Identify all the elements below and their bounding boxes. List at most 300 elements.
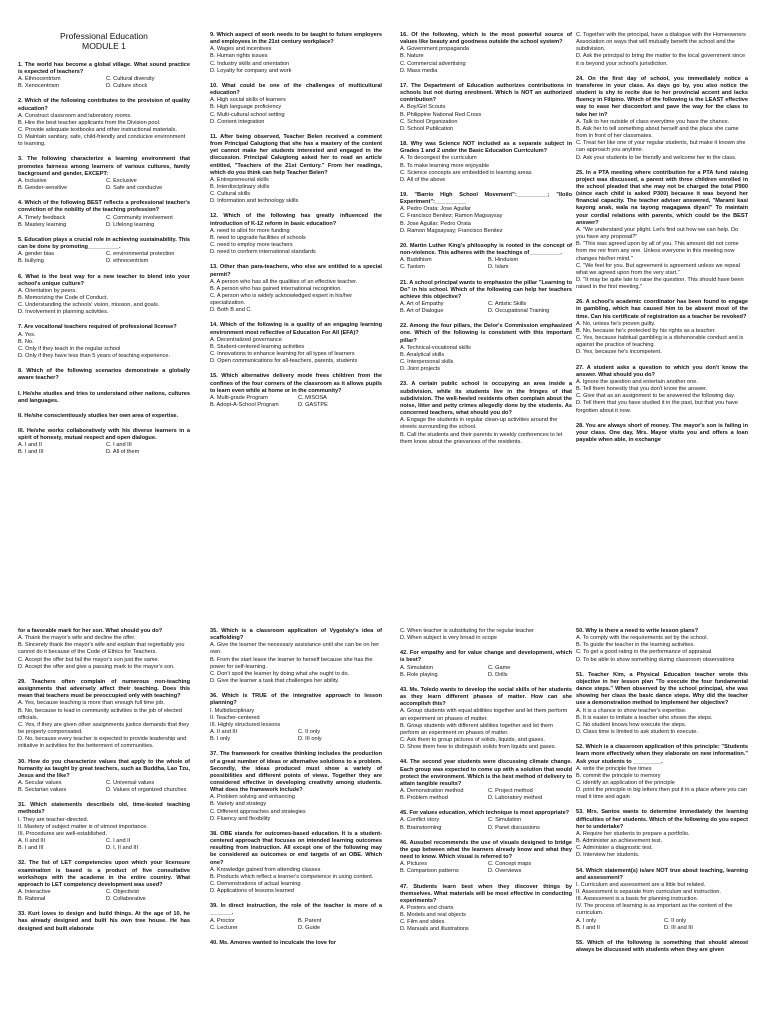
answer-option: B. Comparison patterns <box>400 868 459 875</box>
answer-option: C. Artistic Skills <box>488 301 527 307</box>
answer-option: C. identify an application of the principle <box>576 779 675 786</box>
question-block <box>210 322 382 365</box>
question-text: 21. A school principal wants to emphasize the pillar "Learning to Do" in his school. Which of the following can help her teachers achieve this objective? <box>400 279 572 300</box>
question-block <box>400 32 572 75</box>
answer-option: III. Procedures are well-established. <box>18 830 107 837</box>
answer-option: D. III only <box>298 736 322 743</box>
answer-option: C. Administer a diagnostic test. <box>576 845 653 852</box>
question-text: 18. Why was Science NOT included as a separate subject in Grades 1 and 2 under the Basic Education Curriculum? <box>400 141 572 155</box>
question-text: 17. The Department of Education authorizes contributions in schools but not during enrolment. Which is NOT an authorized contribution? <box>400 82 572 104</box>
answer-option: C. Treat her like one of your regular students, but make it known she can approach you anytime. <box>576 140 746 154</box>
answer-option: A. II and III <box>210 729 238 736</box>
question-block <box>18 98 190 148</box>
answer-option: C. environmental protection <box>106 251 175 258</box>
answer-option: A. Yes. <box>18 331 36 338</box>
answer-option: B. I and II <box>576 924 600 931</box>
questions <box>18 62 190 457</box>
question-block <box>576 628 748 664</box>
answer-option: A. Multi-grade Program <box>210 394 268 401</box>
question-block <box>210 751 382 823</box>
answer-option: B. Gender-sensitive <box>18 185 68 192</box>
answer-option: I. They are teacher-directed. <box>18 816 89 823</box>
answer-option: C. Francisco Benitez; Ramon Magsaysay <box>400 213 503 220</box>
question-block <box>18 274 190 317</box>
answer-option: C. MISOSA <box>298 394 327 401</box>
question-text: 54. Which statement(s) is/are NOT true about teaching, learning and assessment? <box>576 867 748 881</box>
answer-option: A. Problem solving and enhancing <box>210 794 295 801</box>
question-block <box>18 628 190 671</box>
question-block <box>18 759 190 795</box>
answer-option: D. Overviews <box>488 868 522 875</box>
question-block <box>18 679 190 751</box>
question-text: 26. A school's academic coordinator has been found to engage in gambling, which has caused him to be absent most of the time. Can his certificate of registration as a teacher be revoked? <box>576 299 748 320</box>
question-block <box>400 810 572 831</box>
answer-option: C. Accept the offer but fail the mayor's son just the same. <box>18 656 160 663</box>
question-text: 51. Teacher Kim, a Physical Education teacher wrote this objective in her lesson plan "To execute the four fundamental dance steps." When observed by the school principal, she was showing her class the basic dance steps. Why did the teacher use a demonstration method to implement her objective? <box>576 671 748 707</box>
answer-option: A. Art of Empathy <box>400 301 444 307</box>
answer-option: C. Provide adequate textbooks and other instructional materials. <box>18 127 177 133</box>
question-block <box>400 759 572 802</box>
answer-option: B. Memorizing the Code of Conduct. <box>18 294 109 301</box>
question-text: 13. Other than para-teachers, who else are entitled to a special permit? <box>210 264 382 278</box>
question-text: 44. The second year students were discussing climate change. Each group was expected to come up with a solution that would protect the environment. Which is the best method of delivery to attain tangible results? <box>400 759 572 787</box>
answer-grid <box>18 889 190 903</box>
answer-option: A. Government propaganda <box>400 46 470 53</box>
answer-grid <box>18 442 190 456</box>
question-block <box>400 323 572 373</box>
question-block <box>400 192 572 235</box>
answer-option: C. Only if they teach in the regular school <box>18 345 121 352</box>
question-text: 53. Mrs. Santos wants to determine immediately the learning difficulties of her students. Which of the following do you expect her to undertake? <box>576 809 748 830</box>
answer-option: A. "We understand your plight. Let's find out how we can help. Do you have any proposal?" <box>576 226 739 241</box>
answer-grid <box>210 395 382 409</box>
question-text: 8. Which of the following scenarios demonstrate a globally aware teacher? <box>18 368 190 382</box>
answer-option: D. When subject is very broad in scope <box>400 635 498 642</box>
answer-option: A. I only <box>576 917 597 924</box>
answer-option: A. Ethnocentrism <box>18 76 61 83</box>
answer-option: A. Knowledge gained from attending classes <box>210 866 321 873</box>
answer-option: B. Mastery learning <box>18 221 67 228</box>
question-text: 28. You are always short of money. The mayor's son is failing in your class. One day, Mrs. Mayor visits you and offers a loan payable when able, in exchange <box>576 422 748 443</box>
question-block <box>18 911 190 932</box>
answer-option: B. A person who has gained international recognition. <box>210 285 342 292</box>
answer-option: C. II only <box>298 729 321 736</box>
answer-option: A. Ignore the question and entertain another one. <box>576 378 698 385</box>
answer-option: B. Analytical skills <box>400 351 445 358</box>
question-block <box>576 32 748 68</box>
question-text: 5. Education plays a crucial role in achieving sustainability. This can be done by promoting__________. <box>18 236 190 251</box>
answer-option: A. gender bias <box>18 251 55 258</box>
question-block <box>210 213 382 256</box>
answer-grid <box>210 729 382 743</box>
question-block <box>18 368 190 382</box>
question-text: 42. For empathy and for value change and development, which is best? <box>400 650 572 664</box>
title-text: Professional Education <box>60 31 148 41</box>
answer-grid <box>400 817 572 831</box>
answer-option: D. Safe and conducive <box>106 185 163 192</box>
answer-option: II. Teacher-centered <box>210 714 260 721</box>
question-text: 25. In a PTA meeting where contribution for a PTA fund raising project was discussed, a parent with three children enrolled in the school pleaded that she may not be charged the total P900 (since each child is asked P300) because it was beyond her financial capacity. The teacher adviser answered, "Marami kasi kayong anak, wala na tayong magagawa diyan!" To maintain your cordial relations with parents, which could be the BEST answer? <box>576 169 748 226</box>
answer-option: D. Lifelong learning <box>106 221 155 228</box>
answer-option: B. From the start leave the learner to herself because she has the power for self-learning. <box>210 656 373 670</box>
answer-option: C. Game <box>488 664 511 671</box>
answer-option: D. "It may be quite late to raise the question. This should have been raised in the first meeting." <box>576 277 744 291</box>
question-block <box>18 860 190 903</box>
answer-option: B. Problem method <box>400 795 448 802</box>
answer-option: B. Interdisciplinary skills <box>210 183 270 190</box>
answer-option: B. To make learning more enjoyable <box>400 162 490 169</box>
question-block <box>210 693 382 743</box>
answer-grid <box>400 861 572 875</box>
answer-option: D. Show them how to distinguish solids from liquids and gases. <box>400 744 557 751</box>
column-1 <box>18 628 190 941</box>
answer-option: A. High social skills of learners <box>210 97 286 104</box>
answer-grid <box>210 918 382 932</box>
answer-option: A. Require her students to prepare a portfolio. <box>576 830 690 837</box>
question-text: 40. Ms. Amores wanted to inculcate the love for <box>210 939 336 946</box>
question-block <box>400 280 572 316</box>
answer-option: C. Film and slides <box>400 919 445 926</box>
answer-option: A. Interactive <box>18 889 51 895</box>
answer-option: B. Hinduism <box>488 257 519 264</box>
question-block <box>210 903 382 932</box>
answer-option: A. Pictures <box>400 861 428 868</box>
answer-option: D. School Publication <box>400 125 454 132</box>
answer-option: II. Assessment is separate from curriculum and instruction. <box>576 889 721 895</box>
question-text: 23. A certain public school is occupying an area inside a subdivision, while its students live in the fringes of that subdivision. The well-heeled residents often complain about the noise, litter and petty crimes allegedly done by the students. As concerned teachers, what should you do? <box>400 381 572 417</box>
answer-option: B. Hire the best teacher applicants from the Division pool. <box>18 119 161 126</box>
answer-option: C. Objectivist <box>106 889 139 895</box>
answer-option: C. Simulation <box>488 817 522 824</box>
question-block <box>210 831 382 895</box>
answer-option: D. GASTPE <box>298 402 328 409</box>
answer-option: A. Technical-vocational skills <box>400 344 471 351</box>
answer-option: B. Parent <box>298 917 322 924</box>
answer-option: C. Universal values <box>106 779 155 786</box>
question-block <box>210 628 382 685</box>
question-block <box>210 373 382 409</box>
answer-option: A. Orientation by peers. <box>18 287 77 294</box>
answer-option: C. Concept maps <box>488 861 532 868</box>
answer-option: C. Innovations to enhance learning for all types of learners <box>210 351 355 358</box>
answer-option: D. All of the above <box>400 176 446 183</box>
question-text: 9. Which aspect of work needs to be taught to future employers and employees in the 21st century workplace? <box>210 32 382 46</box>
answer-option: A. Inclusive <box>18 177 47 184</box>
answer-option: B. Human rights issues <box>210 53 268 60</box>
answer-grid <box>18 838 190 852</box>
question-text: 39. In direct instruction, the role of the teacher is more of a _______. <box>210 903 382 917</box>
answer-option: B. Art of Dialogue <box>400 308 444 315</box>
question-block <box>576 940 748 954</box>
answer-option: C. Multi-cultural school setting <box>210 111 285 118</box>
answer-option: B. No, because to lead in community activities is the job of elected officials. <box>18 707 182 721</box>
answer-option: C. School Organization <box>400 118 458 125</box>
question-text: II. He/she conscientiously studies her own area of expertise. <box>18 412 179 419</box>
question-block <box>18 156 190 192</box>
answer-option: C. "We feel for you. But agreement is agreement unless we repeal what we agreed upon from the very start." <box>576 262 740 276</box>
answer-option: B. I only <box>210 736 231 743</box>
answer-option: B. Administer an achievement test. <box>576 838 663 845</box>
answer-option: D. need to conform international standards <box>210 249 316 256</box>
question-text: 52. Which is a classroom application of this principle: "Students learn more effectively when they elaborate on new information." Ask your students to _________. <box>576 744 748 765</box>
answer-option: C. Science concepts are embedded in learning areas <box>400 169 532 176</box>
question-text: 16. Of the following, which is the most powerful source of values like beauty and goodness outside the school system? <box>400 32 572 46</box>
answer-option: C. I and III <box>106 442 132 449</box>
question-block <box>400 243 572 272</box>
answer-option: A. Engage the students in regular clean-up activities around the streets surrounding the school. <box>400 417 558 431</box>
question-text: 47. Students learn best when they discover things by themselves. What materials will be most effective in conducting experiments? <box>400 883 572 904</box>
column-3 <box>400 628 572 942</box>
answer-option: D. Both B and C. <box>210 307 252 314</box>
question-block <box>210 940 382 947</box>
answer-option: C. Demonstrations of actual learning <box>210 881 301 887</box>
question-text: 2. Which of the following contributes to the provision of quality education? <box>18 98 190 112</box>
answer-option: B. It is easier to imitate a teacher who shows the steps. <box>576 714 713 721</box>
answer-option: C. A person who is widely acknowledged expert in his/her specialization. <box>210 293 353 307</box>
question-text: 30. How do you characterize values that apply to the whole of humanity as taught by great teachers, such as Buddha, Lao Tzu, Jesus and the like? <box>18 758 190 779</box>
answer-option: D. Class time is limited to ask student to execute. <box>576 729 698 736</box>
question-text: 45. For values education, which technique is most appropriate? <box>400 810 570 817</box>
answer-option: D. Culture shock <box>106 83 148 90</box>
answer-option: D. Panel discussions <box>488 824 540 831</box>
answer-option: B. Sincerely thank the mayor's wife and explain that regrettably you cannot do it because of the Code of Ethics for Teachers. <box>18 642 185 656</box>
answer-grid <box>18 251 190 265</box>
question-text: 4. Which of the following BEST reflects a professional teacher's conviction of the nobility of the teaching profession? <box>18 200 190 214</box>
question-text: 33. Kurt loves to design and build things. At the age of 10, he has already designed and built his own tree house. He has designed and built elaborate <box>18 911 190 932</box>
question-block <box>576 423 748 444</box>
question-block <box>400 381 572 445</box>
answer-option: D. Occupational Training <box>488 308 550 315</box>
answer-grid <box>18 76 190 90</box>
question-block <box>576 809 748 859</box>
question-block <box>576 672 748 736</box>
question-block <box>210 134 382 206</box>
answer-option: C. Community involvement <box>106 214 173 221</box>
answer-option: B. Ask her to tell something about herself and the place she came from in front of her classmates. <box>576 125 739 140</box>
answer-option: C. Lecturer <box>210 924 238 931</box>
answer-option: A. I and II <box>18 442 42 449</box>
question-text: 20. Martin Luther King's philosophy is rooted in the concept of non-violence. This adheres with the teachings of__________. <box>400 242 572 257</box>
question-text: I. He/she studies and tries to understand other nations, cultures and languages. <box>18 390 190 404</box>
question-text: 36. Which is TRUE of the integrative approach to lesson planning? <box>210 693 382 707</box>
question-block <box>18 802 190 852</box>
answer-option: B. Nature <box>400 53 424 60</box>
question-block <box>400 628 572 642</box>
answer-grid <box>400 788 572 802</box>
answer-option: B. High language proficiency <box>210 104 282 111</box>
answer-option: B. No. <box>18 338 34 345</box>
answer-option: B. Xenocentrism <box>18 83 60 90</box>
questions <box>400 628 572 934</box>
answer-option: A. Wages and incentives <box>210 46 272 53</box>
question-block <box>576 170 748 292</box>
module-text: MODULE 1 <box>82 40 126 51</box>
answer-option: A. write the principle five times <box>576 765 652 772</box>
answer-option: I. Curriculum and assessment are a little but related. <box>576 881 706 888</box>
answer-option: I. Multidisciplinary <box>210 707 255 714</box>
question-block <box>18 237 190 266</box>
answer-option: A. Entrepreneurial skills <box>210 176 269 183</box>
page-gap <box>0 572 768 628</box>
question-text: 31. Which statement/s describe/s old, time-tested teaching methods? <box>18 802 190 816</box>
answer-option: D. Ask your students to be friendly and welcome her to the class. <box>576 154 737 161</box>
question-block <box>18 200 190 229</box>
answer-option: A. Posters and charts <box>400 905 454 911</box>
answer-option: D. ethnocentrism <box>106 258 149 265</box>
answer-option: D. Content integration <box>210 118 265 125</box>
answer-option: B. Student-centered learning activities <box>210 343 305 350</box>
question-block <box>400 840 572 876</box>
question-text: 43. Ms. Toledo wants to develop the social skills of her students as they learn different phases of matter. How can she accomplish this? <box>400 686 572 708</box>
questions <box>576 628 748 954</box>
question-block <box>576 744 748 801</box>
question-text: 50. Why is there a need to write lesson plans? <box>576 628 699 634</box>
answer-option: B. Group students with different abilities together and let them perform an experiment on phases of matter. <box>400 722 553 736</box>
answer-option: D. Give the learner a task that challenges her ability. <box>210 678 340 685</box>
question-text: 29. Teachers often complain of numerous non-teaching assignments that adversely affect their teaching. Does this mean that teachers must be preoccupied only with teaching? <box>18 678 190 700</box>
answer-option: D. Joint projects <box>400 366 441 373</box>
answer-option: A. To decongest the curriculum <box>400 155 477 162</box>
answer-option: C. Industry skills and orientation <box>210 60 290 67</box>
answer-option: D. I, II and III <box>106 845 139 852</box>
answer-option: B. Tell them honestly that you don't know the answer. <box>576 386 708 393</box>
answer-option: C. Cultural skills <box>210 191 251 198</box>
answer-option: D. Open communications for all-teachers, parents, students <box>210 358 358 365</box>
answer-option: C. need to employ more teachers <box>210 242 293 249</box>
question-block <box>576 76 748 162</box>
answer-grid <box>18 215 190 229</box>
column-1 <box>18 32 190 465</box>
column-2 <box>210 628 382 955</box>
answer-option: D. Values of organized churches <box>106 787 187 794</box>
answer-option: C. Don't spoil the learner by doing what she ought to do. <box>210 670 350 677</box>
answer-option: A. Simulation <box>400 664 433 671</box>
question-text: 14. Which of the following is a quality of an engaging learning environment most reflective of Education For All (EFA)? <box>210 322 382 336</box>
question-block <box>18 62 190 91</box>
answer-option: D. Tell them that you have studied it in the past, but that you have forgotten about it now. <box>576 400 738 414</box>
answer-grid <box>400 301 572 315</box>
answer-option: B. Jose Aguilar; Pedro Orata <box>400 220 471 227</box>
answer-option: D. Only if they have less than 5 years of teaching experience. <box>18 353 171 360</box>
question-text: 12. Which of the following has greatly influenced the introduction of K-12 reform in basic education? <box>210 213 382 227</box>
answer-option: D. Ramon Magsaysay; Francisco Benitez <box>400 227 503 234</box>
answer-option: D. Ask the principal to bring the matter to the local government since it is beyond your school's jurisdiction. <box>576 53 746 67</box>
answer-option: B. Call the students and their parents in weekly conferences to let them know about the grievances of the residents. <box>400 431 563 445</box>
answer-option: B. Models and real objects <box>400 912 466 919</box>
answer-option: D. Loyalty for company and work <box>210 67 292 74</box>
answer-option: C. Yes, because habitual gambling is a dishonorable conduct and is against the practice of teaching. <box>576 335 744 349</box>
answer-option: B. No, because he's protected by his rights as a teacher. <box>576 327 716 334</box>
question-block <box>576 868 748 932</box>
question-text: 32. The list of LET competencies upon which your licensure examination is based is a product of five consultative workshops with the academe in the entire country. What approach to LET competency development was used? <box>18 860 190 888</box>
question-block <box>210 264 382 314</box>
answer-option: B. Products which reflect a learner's competence in using content. <box>210 873 374 880</box>
answer-option: C. Together with the principal, have a dialogue with the Homeowners Association on ways that will mutually benefit the school and the subdivision. <box>576 32 746 53</box>
question-block <box>576 299 748 356</box>
answer-option: C. Cultural diversity <box>106 76 155 83</box>
answer-option: D. No, because every teacher is expected to provide leadership and initiative in activities for the betterment of communities. <box>18 736 187 750</box>
answer-option: D. Mass media <box>400 67 438 74</box>
answer-option: C. Different approaches and strategies <box>210 808 306 815</box>
answer-option: A. Group students with equal abilities together and let them perform an experiment on phases of matter. <box>400 708 568 722</box>
answer-option: A. Talk to her outside of class everytime you have the chance. <box>576 118 730 125</box>
answer-option: D. Maintain sanitary, safe, child-friendly and conducive environment to learning. <box>18 134 186 148</box>
answer-option: A. Demonstration method <box>400 787 464 794</box>
answer-option: D. Information and technology skills <box>210 198 299 205</box>
answer-option: B. I and III <box>18 449 44 456</box>
question-block <box>400 141 572 184</box>
answer-option: A. Give the learner the necessary assistance until she can be on her own. <box>210 642 380 656</box>
column-2 <box>210 32 382 417</box>
answer-option: C. II only <box>664 917 687 924</box>
question-text: 27. A student asks a question to which you don't know the answer. What should you do? <box>576 364 748 378</box>
answer-option: D. Drills <box>488 671 508 678</box>
answer-option: D. Laboratory method <box>488 795 543 802</box>
answer-option: C. Give that as an assignment to be answered the following day. <box>576 393 736 400</box>
question-text: 3. The following characterize a learning environment that promotes fairness among learners of various cultures, family background and gender, EXCEPT: <box>18 156 190 177</box>
answer-option: A. Buddhism <box>400 257 432 264</box>
question-text: 19. "Barrio High School Movement":__________; "Iloilo Experiment":__________ <box>400 191 572 206</box>
answer-option: A. II and III <box>18 838 46 845</box>
answer-option: C. No student knows how execute the steps. <box>576 721 687 728</box>
question-block <box>210 83 382 126</box>
answer-option: A. Secular values <box>18 779 62 786</box>
question-text: 10. What could be one of the challenges of multicultural education? <box>210 82 382 97</box>
answer-option: B. commit the principle to memory <box>576 772 661 779</box>
answer-option: C. Exclusive <box>106 177 137 184</box>
answer-option: A. need to allot for more funding <box>210 227 290 234</box>
answer-option: D. Guide <box>298 924 321 931</box>
question-text: 15. Which alternative delivery mode frees children from the confines of the four corners of the classroom as it allows pupils to learn even while at home or in the community? <box>210 373 382 394</box>
question-block <box>576 365 748 415</box>
questions <box>210 628 382 947</box>
question-text: 22. Among the four pillars, the Delor's Commission emphasized one. Which of the following is consistent with this important pillar? <box>400 323 572 344</box>
answer-option: A. Yes, because teaching is more than enough full time job. <box>18 700 165 707</box>
answer-option: II. Mastery of subject matter is of utmost importance. <box>18 823 148 830</box>
answer-option: IV. The process of learning is as important as the content of the curriculum. <box>576 903 733 917</box>
answer-option: B. I and III <box>18 845 44 852</box>
answer-option: B. Rational <box>18 896 46 903</box>
answer-grid <box>18 178 190 192</box>
answer-option: D. Involvement in planning activities. <box>18 309 109 316</box>
answer-option: A. Proctor <box>210 917 235 924</box>
answer-option: C. Ask them to group pictures of solids, liquids, and gases. <box>400 737 545 744</box>
answer-option: D. Interview her students. <box>576 852 640 859</box>
column-3 <box>400 32 572 454</box>
question-text: III. He/she works collaboratively with his diverse learners in a spirit of honesty, mutual respect and open dialogue. <box>18 428 190 442</box>
answer-option: A. Thank the mayor's wife and decline the offer. <box>18 635 136 642</box>
answer-option: D. All of them <box>106 449 140 456</box>
column-4 <box>576 32 748 452</box>
answer-option: A. It is a chance to show teacher's expertise. <box>576 707 687 714</box>
answer-option: A. Construct classroom and laboratory rooms. <box>18 112 132 119</box>
questions <box>576 32 748 444</box>
answer-option: D. To be able to show something during classroom observations <box>576 656 735 663</box>
answer-option: D. Applications of lessons learned <box>210 888 294 895</box>
answer-option: C. Interpersonal skills <box>400 359 454 366</box>
answer-grid <box>400 665 572 679</box>
answer-option: C. Understanding the schools' vision, mission, and goals. <box>18 302 160 309</box>
question-text: 1. The world has become a global village. What sound practice is expected of teachers? <box>18 61 190 75</box>
answer-option: D. III and III <box>664 924 693 931</box>
question-text: 35. Which is a classroom application of Vygotsky's idea of scaffolding? <box>210 628 382 642</box>
answer-grid <box>18 780 190 794</box>
question-text: 7. Are vocational teachers required of professional license? <box>18 324 177 331</box>
question-text: 24. On the first day of school, you immediately notice a transferee in your class. As days go by, you also notice the student is shy to recite due to her provincial accent and lacks fluency in Filipino. Which of the following is the LEAST effective way to ease her discomfort and pave the way for the class to take her in? <box>576 75 748 118</box>
questions <box>210 32 382 409</box>
answer-grid <box>400 257 572 271</box>
question-text: 37. The framework for creative thinking includes the production of a great number of ideas or alternative solutions to a problem. Secondly, the ideas produced must show a variety of possibilities and different points of views. Together they are considered effective in developing creativity among students. What does the framework include? <box>210 751 382 794</box>
